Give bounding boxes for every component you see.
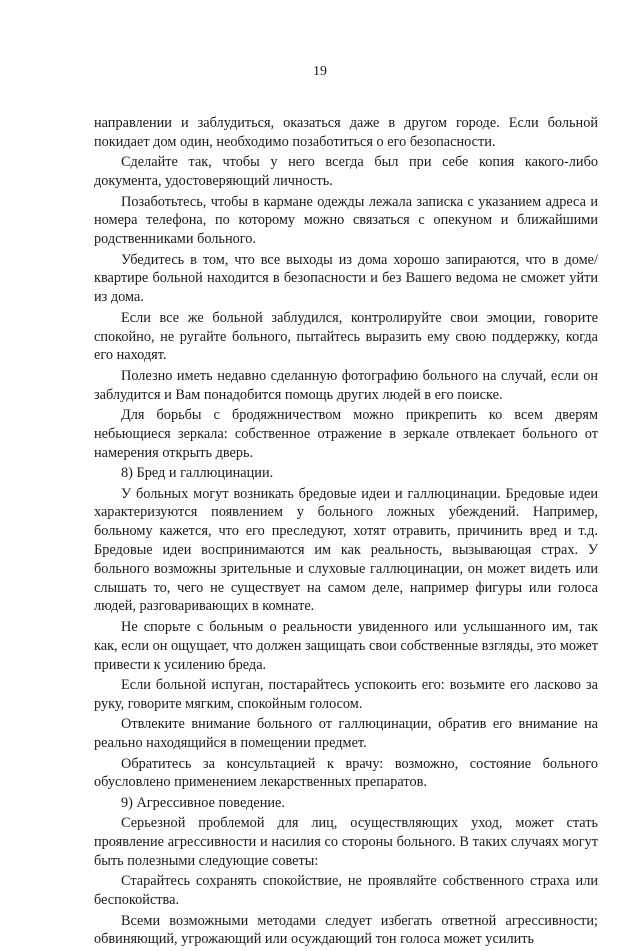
paragraph: Сделайте так, чтобы у него всегда был при себе копия какого-либо документа, удостоверяющий личность.	[94, 154, 598, 190]
paragraph: 9) Агрессивное поведение.	[121, 794, 285, 811]
paragraph: Полезно иметь недавно сделанную фотографию больного на случай, если он заблудится и Вам понадобится помощь других людей в его поиске.	[94, 367, 598, 403]
paragraph: Позаботьтесь, чтобы в кармане одежды лежала записка с указанием адреса и номера телефона, по которому можно связаться с опекуном и ближайшими родственниками больного.	[94, 193, 598, 248]
paragraph: Для борьбы с бродяжничеством можно прикрепить ко всем дверям небьющиеся зеркала: собственное отражение в зеркале отвлекает больного от намерения открыть дверь.	[94, 407, 598, 461]
page-number: 19	[313, 64, 327, 79]
paragraph: Отвлеките внимание больного от галлюцинации, обратив его внимание на реально находящийся в помещении предмет.	[94, 716, 598, 752]
paragraph: 8) Бред и галлюцинации.	[121, 465, 274, 482]
paragraph: Убедитесь в том, что все выходы из дома хорошо запираются, что в доме/квартире больной находится в безопасности и без Вашего ведома не сможет уйти из дома.	[94, 251, 598, 306]
paragraph: Не спорьте с больным о реальности увиденного или услышанного им, так как, если он ощущает, что должен защищать свои собственные взгляды, это может привести к усилению бреда.	[94, 618, 598, 673]
paragraph: Всеми возможными методами следует избегать ответной агрессивности; обвиняющий, угрожающий или осуждающий тон голоса может усилить	[94, 912, 598, 948]
paragraph: Если больной испуган, постарайтесь успокоить его: возьмите его ласково за руку, говорите мягким, спокойным голосом.	[94, 676, 598, 712]
paragraph: Если все же больной заблудился, контролируйте свои эмоции, говорите спокойно, не ругайте больного, пытайтесь выразить ему свою поддержку, когда его находят.	[94, 309, 598, 364]
paragraph: Старайтесь сохранять спокойствие, не проявляйте собственного страха или беспокойства.	[94, 873, 598, 909]
paragraph: направлении и заблудиться, оказаться даже в другом городе. Если больной покидает дом один, необходимо позаботиться о его безопасности.	[94, 115, 598, 150]
paragraph: У больных могут возникать бредовые идеи и галлюцинации. Бредовые идеи характеризуются появлением у больного ложных убеждений. Например, больному кажется, что его преследуют, хотят отравить, причинить вред и т.д. Бредовые идеи воспринимаются им как реальность, вызывающая страх. У больного возможны зрительные и слуховые галлюцинации, он может видеть или слышать то, чего не существует на самом деле, например фигуры или голоса людей, разговаривающих в комнате.	[94, 485, 598, 615]
body-text	[94, 114, 598, 951]
paragraph: Серьезной проблемой для лиц, осуществляющих уход, может стать проявление агрессивности и насилия со стороны больного. В таких случаях могут быть полезными следующие советы:	[94, 815, 598, 869]
paragraph: Обратитесь за консультацией к врачу: возможно, состояние больного обусловлено применением лекарственных препаратов.	[94, 755, 598, 791]
